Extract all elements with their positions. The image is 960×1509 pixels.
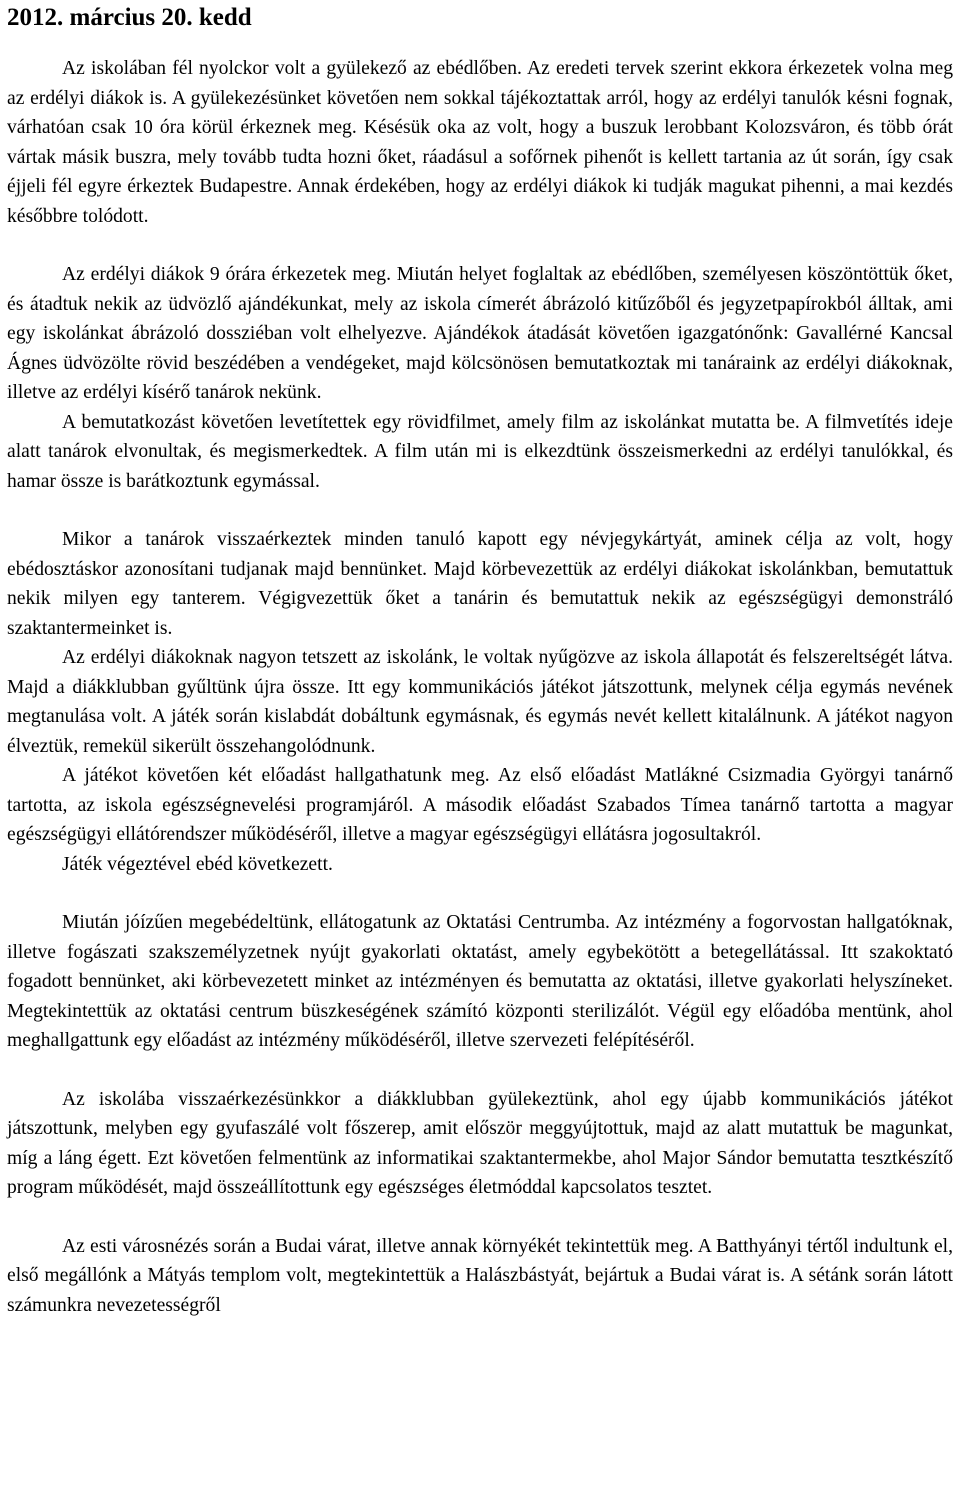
paragraph-lunch: Játék végeztével ebéd következett. [62,853,333,875]
paragraph-school-tour: Mikor a tanárok visszaérkeztek minden tanuló kapott egy névjegykártyát, aminek célja az volt, hogy ebédosztáskor azonosítani tudjanak majd bennünket. Majd körbevezettük az erdélyi diákokat iskolánkban, bemutattuk nekik milyen egy tanterem. Végigvezettük őket a tanárin és bemutattuk nekik az egészségügyi demonstráló szaktantermeinket is. [7,529,953,639]
paragraph-welcome: Az erdélyi diákok 9 órára érkezetek meg. Miután helyet foglaltak az ebédlőben, személyesen köszöntöttük őket, és átadtuk nekik az üdvözlő ajándékunkat, mely az iskola címerét ábrázoló kitűzőből és jegyzetpapírokból álltak, ami egy iskolánkat ábrázoló dossziéban volt elhelyezve. Ajándékok átadását követően igazgatónőnk: Gavallérné Kancsal Ágnes üdvözölte rövid beszédében a vendégeket, majd kölcsönösen bemutatkoztak mi tanáraink az erdélyi diákoknak, illetve az erdélyi kísérő tanárok nekünk. [7,264,953,403]
paragraph-arrival-delay: Az iskolában fél nyolckor volt a gyülekező az ebédlőben. Az eredeti tervek szerint ekkora érkezetek volna meg az erdélyi diákok is. A gyülekezésünket követően nem sokkal tájékoztattak arról, hogy az erdélyi tanulók késni fognak, várhatóan csak 10 óra körül érkeznek meg. Késésük oka az volt, hogy a buszuk lerobbant Kolozsváron, és több órát vártak másik buszra, mely tovább tudta hozni őket, ráadásul a sofőrnek pihenőt is kellett tartania az út során, így csak éjjeli fél egyre érkeztek Budapestre. Annak érdekében, hogy az erdélyi diákok ki tudják magukat pihenni, a mai kezdés későbbre tolódott. [7,58,953,227]
paragraph-film: A bemutatkozást követően levetítettek egy rövidfilmet, amely film az iskolánkat mutatta be. A filmvetítés ideje alatt tanárok elvonultak, és megismerkedtek. A film után mi is elkezdtünk összeismerkedni az erdélyi tanulókkal, és hamar össze is barátkoztunk egymással. [7,411,953,492]
paragraph-evening-tour: Az esti városnézés során a Budai várat, illetve annak környékét tekintettük meg. A Batthyányi tértől indultunk el, első megállónk a Mátyás templom volt, megtekintettük a Halászbástyát, bejártuk a Budai várat is. A sétánk során látott számunkra nevezetességről [7,1235,953,1316]
page-title: 2012. március 20. kedd [7,4,252,31]
paragraph-match-game: Az iskolába visszaérkezésünkkor a diákklubban gyülekeztünk, ahol egy újabb kommunikációs játékot játszottunk, melyben egy gyufaszálé volt főszerep, amit először meggyújtottuk, majd az alatt mutattuk be magunkat, míg a láng égett. Ezt követően felmentünk az informatikai szaktantermekbe, ahol Major Sándor bemutatta tesztkészítő program működését, majd összeállítottunk egy egészséges életmóddal kapcsolatos tesztet. [7,1088,953,1198]
paragraph-education-centre: Miután jóízűen megebédeltünk, ellátogatunk az Oktatási Centrumba. Az intézmény a fogorvostan hallgatóknak, illetve fogászati szakszemélyzetnek nyújt gyakorlati oktatást, amely egybekötött a betegellátással. Itt szakoktató fogadott bennünket, aki körbevezetett minket az intézményen és bemutatta az oktatási, illetve gyakorlati helyszíneket. Megtekintettük az oktatási centrum büszkeségének számító központi sterilizálót. Végül egy előadóba mentünk, ahol meghallgattunk egy előadást az intézmény működéséről, illetve szervezeti felépítéséről. [7,912,953,1051]
paragraph-lectures: A játékot követően két előadást hallgathatunk meg. Az első előadást Matlákné Csizmadia Györgyi tanárnő tartotta, az iskola egészségnevelési programjáról. A második előadást Szabados Tímea tanárnő tartotta a magyar egészségügyi ellátórendszer működéséről, illetve a magyar egészségügyi ellátásra jogosultakról. [7,765,953,845]
paragraph-name-game: Az erdélyi diákoknak nagyon tetszett az iskolánk, le voltak nyűgözve az iskola állapotát és felszereltségét látva. Majd a diákklubban gyűltünk újra össze. Itt egy kommunikációs játékot játszottunk, melynek célja egymás nevének megtanulása volt. A játék során kislabdát dobáltunk egymásnak, és egymás nevét kellett kitalálnunk. A játékot nagyon élveztük, remekül sikerült összehangolódnunk. [7,647,953,757]
document-page [7,0,953,1320]
